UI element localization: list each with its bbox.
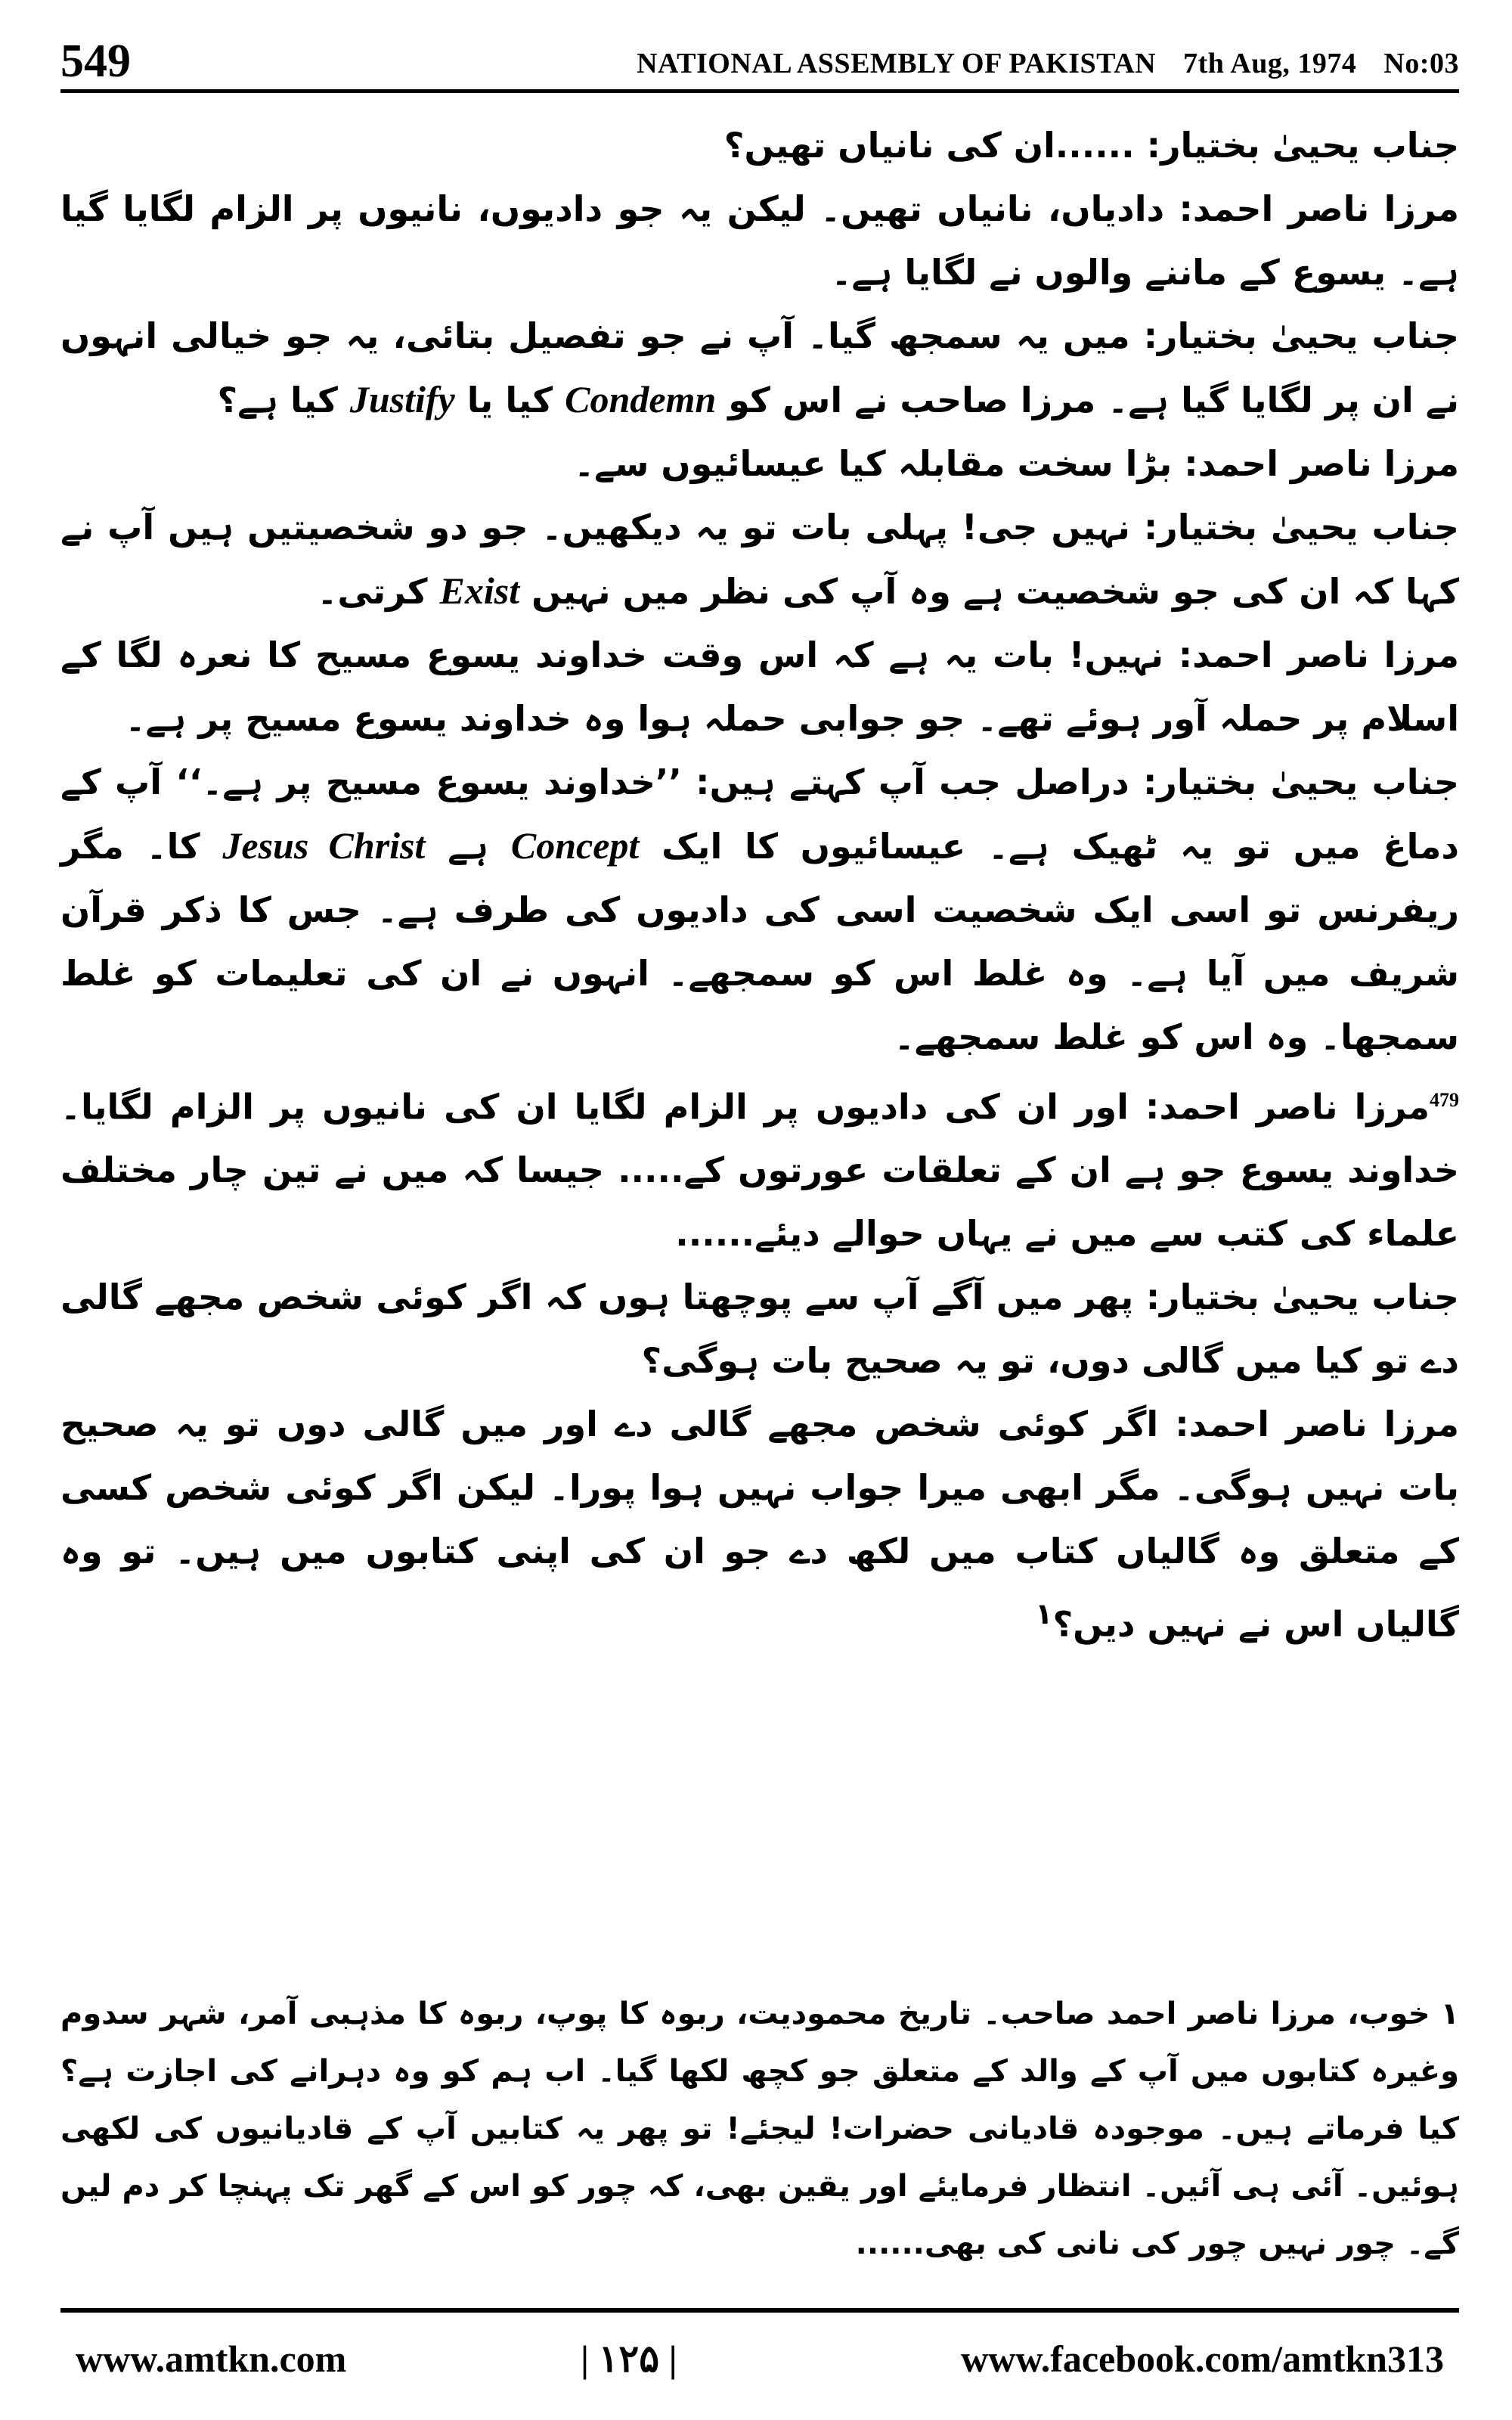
paragraph-8 [60,1069,1459,1265]
paragraph-text: ......ان کی نانیاں تھیں؟ [723,125,1147,166]
header-title [609,47,1459,80]
session-date: 7th Aug, 1974 [1183,48,1357,79]
footnote-number: ۱ [1440,1996,1459,2031]
speaker-label: جناب یحییٰ بختیار : [1147,125,1459,166]
speaker-label: مرزا ناصر احمد : [1145,1086,1430,1127]
paragraph-text: بڑا سخت مقابلہ کیا عیسائیوں سے۔ [574,443,1185,484]
english-term: Exist [439,569,520,612]
publication-title: NATIONAL ASSEMBLY OF PAKISTAN [637,48,1157,79]
paragraph-3 [60,304,1459,432]
paragraph-text: کیا یا [454,380,565,420]
paragraph-text: دراصل جب آپ کہتے ہیں: ’’خداوند یسوع مسیح پر ہے۔‘‘ آپ کے دماغ میں تو یہ ٹھیک ہے۔ عیسائیوں کا ایک [60,762,1459,867]
paragraph-5 [60,495,1459,623]
speaker-label: جناب یحییٰ بختیار : [1146,1277,1459,1317]
paragraph-text: اگر کوئی شخص مجھے گالی دے اور میں گالی دوں تو یہ صحیح بات نہیں ہوگی۔ مگر ابھی میرا جواب نہیں ہوا پورا۔ لیکن اگر کوئی شخص کسی کے متعلق وہ گالیاں کتاب میں لکھ دے جو ان کی اپنی کتابوں میں ہیں۔ تو وہ گالیاں اس نے نہیں دیں؟ [60,1404,1459,1645]
paragraph-7 [60,750,1459,1069]
paragraph-text: ہے [425,826,511,867]
paragraph-2 [60,177,1459,304]
english-term: Condemn [565,378,717,420]
footnote [60,1985,1459,2288]
facebook-link[interactable]: www.facebook.com/amtkn313 [961,2338,1444,2380]
paragraph-9 [60,1265,1459,1392]
paragraph-text: دادیاں، نانیاں تھیں۔ لیکن یہ جو دادیوں، نانیوں پر الزام لگایا گیا ہے۔ یسوع کے ماننے والوں نے لگایا ہے۔ [60,188,1459,293]
reference-number: 479 [1430,1089,1459,1111]
page-number: 549 [60,36,131,87]
header-rule [60,89,1459,93]
footnote-text: خوب، مرزا ناصر احمد صاحب۔ تاریخ محمودیت، ربوہ کا پوپ، ربوہ کا مذہبی آمر، شہر سدوم وغیرہ کتابوں میں آپ کے والد کے متعلق جو کچھ لکھا گیا۔ اب ہم کو وہ دہرانے کی اجازت ہے؟ کیا فرماتے ہیں۔ موجودہ قادیانی حضرات! لیجئے! تو پھر یہ کتابیں آپ کے قادیانیوں کی لکھی ہوئیں۔ آئی ہی آئیں۔ انتظار فرمایئے اور یقین بھی، کہ چور کو اس کے گھر تک پہنچا کر دم لیں گے۔ چور نہیں چور کی نانی کی بھی...... [60,1996,1459,2261]
speaker-label: جناب یحییٰ بختیار : [1143,762,1459,802]
english-term: Jesus Christ [222,824,426,867]
page-header [60,35,1459,88]
page-footer [60,2329,1459,2390]
english-term: Concept [510,824,640,867]
paragraph-text: میں یہ سمجھ گیا۔ آپ نے جو تفصیل بتائی، یہ جو خیالی انہوں نے ان پر لگایا گیا ہے۔ مرزا صاحب نے اس کو [60,315,1459,420]
website-link[interactable]: www.amtkn.com [76,2338,347,2380]
paragraph-text: اور ان کی دادیوں پر الزام لگایا ان کی نانیوں پر الزام لگایا۔ خداوند یسوع جو ہے ان کے تعلقات عورتوں کے..... جیسا کہ میں نے تین چار مختلف علماء کی کتب سے میں نے یہاں حوالے دیئے...... [60,1086,1459,1255]
speaker-label: جناب یحییٰ بختیار : [1144,507,1459,548]
paragraph-1 [60,113,1459,177]
speaker-label: مرزا ناصر احمد : [1179,188,1459,229]
footnote-marker: ۱ [1035,1597,1053,1632]
paragraph-text: نہیں! بات یہ ہے کہ اس وقت خداوند یسوع مسیح کا نعرہ لگا کے اسلام پر حملہ آور ہوئے تھے۔ جو جوابی حملہ ہوا وہ خداوند یسوع مسیح پر ہے۔ [60,634,1459,739]
speaker-label: مرزا ناصر احمد : [1175,1404,1459,1444]
paragraph-text: کیا ہے؟ [217,380,350,420]
english-term: Justify [349,378,455,420]
issue-number: No:03 [1383,48,1459,79]
transcript-body [60,113,1459,1959]
paragraph-10 [60,1392,1459,1655]
paragraph-text: پھر میں آگے آپ سے پوچھتا ہوں کہ اگر کوئی شخص مجھے گالی دے تو کیا میں گالی دوں، تو یہ صحیح بات ہوگی؟ [60,1277,1459,1382]
paragraph-4 [60,432,1459,495]
paragraph-text: کرتی۔ [317,571,440,612]
footer-page-label: | ۱۲۵ | [581,2338,677,2380]
paragraph-text: کا۔ مگر ریفرنس تو اسی ایک شخصیت اسی کی دادیوں کی طرف ہے۔ جس کا ذکر قرآن شریف میں آیا ہے۔ وہ غلط اس کو سمجھے۔ انہوں نے ان کی تعلیمات کو غلط سمجھا۔ وہ اس کو غلط سمجھے۔ [60,826,1459,1057]
speaker-label: جناب یحییٰ بختیار : [1144,315,1459,356]
paragraph-6 [60,623,1459,750]
paragraph-text: نہیں جی! پہلی بات تو یہ دیکھیں۔ جو دو شخصیتیں ہیں آپ نے کہا کہ ان کی جو شخصیت ہے وہ آپ کی نظر میں نہیں [60,507,1459,612]
speaker-label: مرزا ناصر احمد : [1179,634,1459,675]
speaker-label: مرزا ناصر احمد : [1184,443,1459,484]
footer-rule [60,2308,1459,2313]
